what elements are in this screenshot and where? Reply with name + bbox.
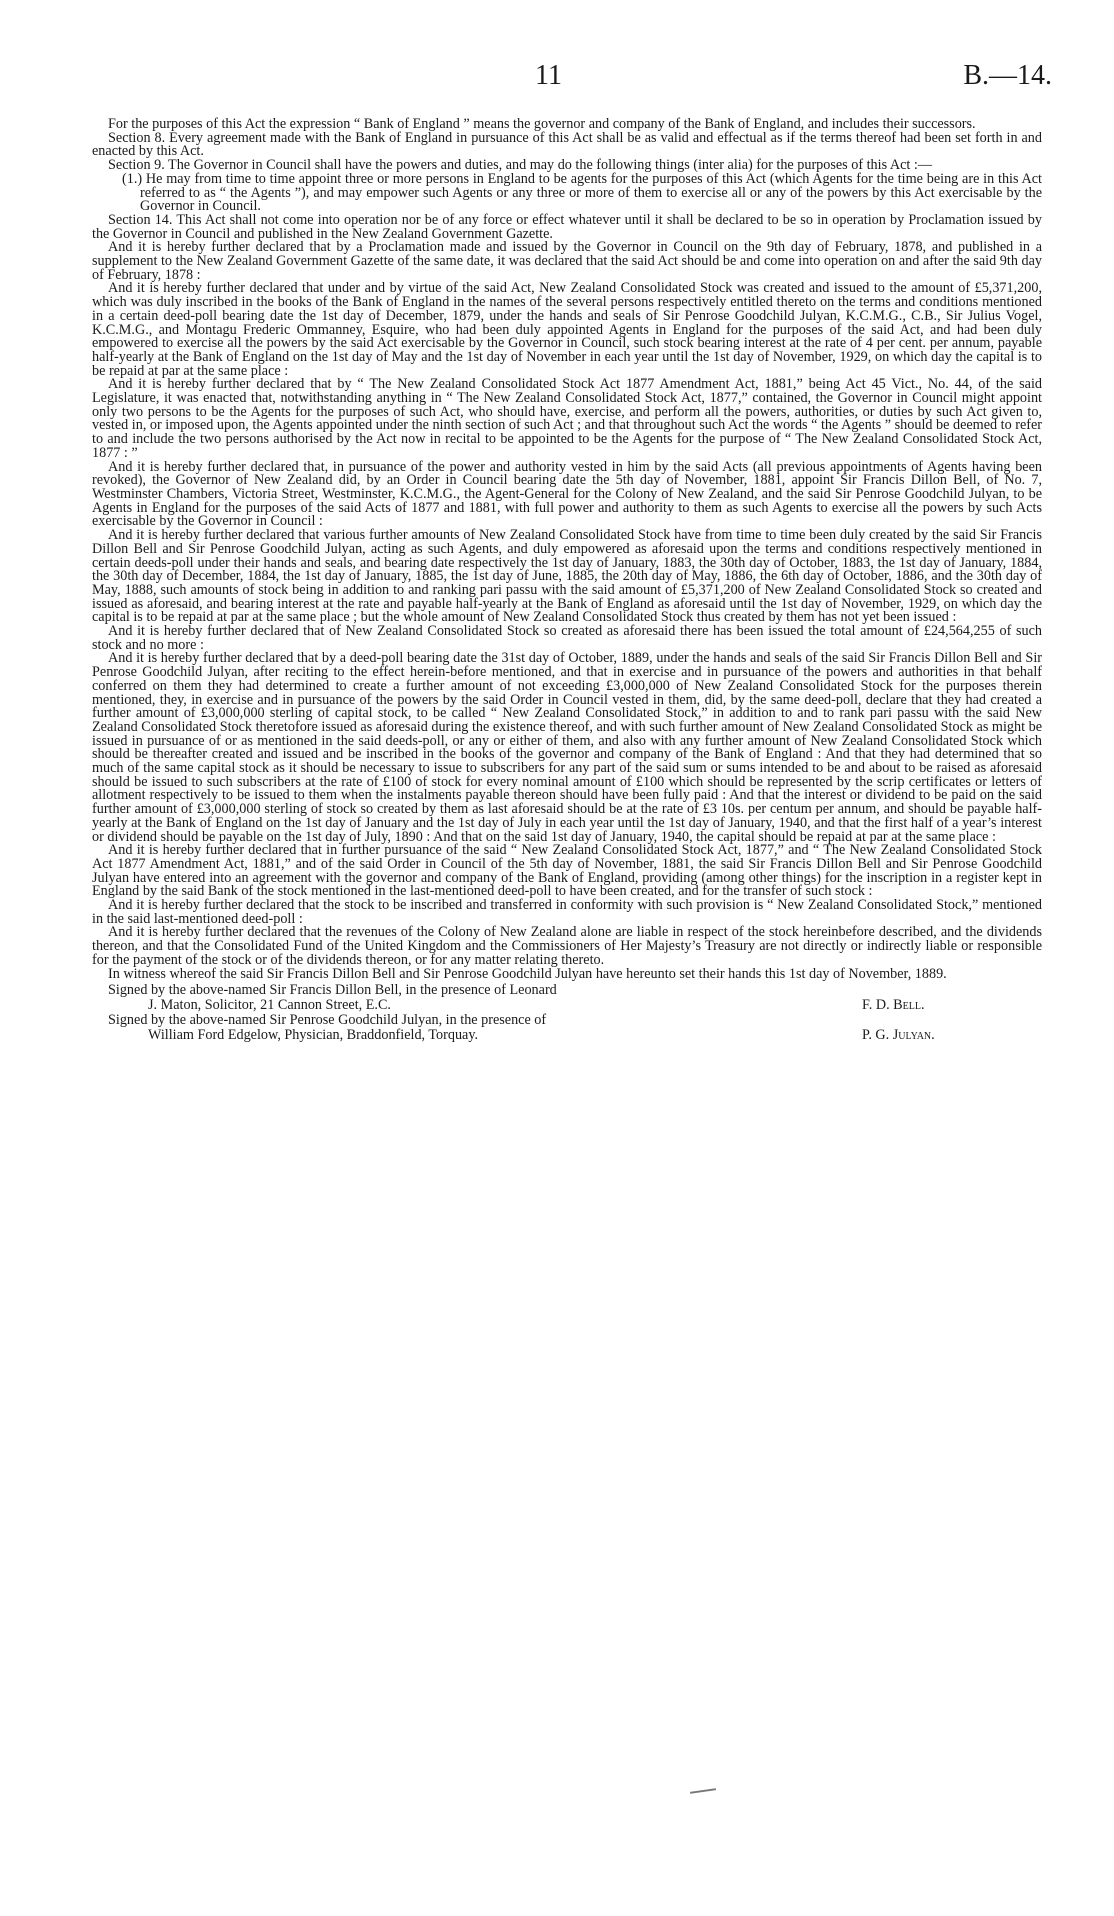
page-header <box>0 60 1114 100</box>
attestation-witness: William Ford Edgelow, Physician, Braddonfield, Torquay. <box>148 1027 479 1044</box>
paragraph-agreement: And it is hereby further declared that in further pursuance of the said “ New Zealand Consolidated Stock Act, 1877,” and “ The New Zealand Consolidated Stock Act 1877 Amendment Act, 1881,” and of the said Order in Council of the 5th day of November, 1881, the said Sir Francis Dillon Bell and Sir Penrose Goodchild Julyan have entered into an agreement with the governor and company of the Bank of England, providing (among other things) for the inscription in a register kept in England by the said Bank of the stock mentioned in the last-mentioned deed-poll to have been created, and for the transfer of such stock : <box>92 842 1042 900</box>
attestation-line: Signed by the above-named Sir Penrose Goodchild Julyan, in the presence of <box>108 1012 547 1029</box>
paragraph-agents-appointed: And it is hereby further declared that, in pursuance of the power and authority vested in him by the said Acts (all previous appointments of Agents having been revoked), the Governor of New Zealand did, by an Order in Council bearing date the 5th day of November, 1881, appoint Sir Francis Dillon Bell, of No. 7, Westminster Chambers, Victoria Street, Westminster, K.C.M.G., the Agent-General for the Colony of New Zealand, and the said Sir Penrose Goodchild Julyan, to be Agents in England for the purposes of the said Acts of 1877 and 1881, with full power and authority to them as such Agents to exercise all the powers by such Acts exercisable by the Governor in Council : <box>92 458 1042 530</box>
paragraph-section-8: Section 8. Every agreement made with the Bank of England in pursuance of this Act shall be as valid and effectual as if the terms thereof had been set forth in and enacted by this Act. <box>92 129 1042 160</box>
attestation-line: Signed by the above-named Sir Francis Dillon Bell, in the presence of Leonard <box>108 982 557 999</box>
attestation <box>92 1013 812 1043</box>
paragraph-further-amounts: And it is hereby further declared that various further amounts of New Zealand Consolidated Stock have from time to time been duly created by the said Sir Francis Dillon Bell and Sir Penrose Goodchild Julyan, acting as such Agents, and duly empowered as aforesaid upon the terms and conditions respectively mentioned in certain deeds-poll under their hands and seals, and bearing date respectively the 1st day of January, 1883, the 30th day of October, 1883, the 1st day of January, 1884, the 30th day of December, 1884, the 1st day of January, 1885, the 1st day of June, 1885, the 20th day of May, 1886, the 6th day of October, 1886, and the 30th day of May, 1888, such amounts of stock being in addition to and ranking pari passu with the said amount of £5,371,200 of New Zealand Consolidated Stock so created and issued as aforesaid, and bearing interest at the rate and payable half-yearly at the Bank of England as aforesaid until the 1st day of November, 1929, on which day the capital is to be repaid at par at the same place ; but the whole amount of New Zealand Consolidated Stock thus created by them has not yet been issued : <box>92 527 1042 626</box>
document-reference: B.—14. <box>963 60 1052 91</box>
paragraph-stock-created: And it is hereby further declared that under and by virtue of the said Act, New Zealand Consolidated Stock was created and issued to the amount of £5,371,200, which was duly inscribed in the books of the Bank of England in the names of the several persons respectively entitled thereto on the terms and conditions mentioned in a certain deed-poll bearing date the 1st day of December, 1879, under the hands and seals of Sir Penrose Goodchild Julyan, K.C.M.G., C.B., Sir Julius Vogel, K.C.M.G., and Montagu Frederic Ommanney, Esquire, who had been duly appointed Agents in England for the purposes of the said Act, and had been duly empowered to exercise all the powers by the said Act exercisable by the Governor in Council, such stock bearing interest at the rate of 4 per cent. per annum, payable half-yearly at the Bank of England on the 1st day of May and the 1st day of November in each year until the 1st day of November, 1929, on which day the capital is to be repaid at par at the same place : <box>92 280 1042 379</box>
paragraph-section-9-item-1: (1.) He may from time to time appoint three or more persons in England to be agents for the purposes of this Act (which Agents for the time being are in this Act referred to as “ the Agents ”), and may empower such Agents or any three or more of them to exercise all or any of the powers by this Act exercisable by the Governor in Council. <box>122 170 1042 215</box>
attestation <box>92 983 812 1013</box>
page-number: 11 <box>535 60 562 91</box>
signer-name: P. G. Julyan. <box>862 1027 935 1044</box>
paragraph-amendment-act: And it is hereby further declared that by “ The New Zealand Consolidated Stock Act 1877 Amendment Act, 1881,” being Act 45 Vict., No. 44, of the said Legislature, it was enacted that, notwithstanding anything in “ The New Zealand Consolidated Stock Act, 1877,” contained, the Governor in Council might appoint only two persons to be the Agents for the purposes of such Act, who should have, exercise, and perform all the powers, authorities, or duties by such Act given to, vested in, or imposed upon, the Agents appointed under the ninth section of such Act ; and that throughout such Act the words “ the Agents ” should be deemed to refer to and include the two persons authorised by the Act now in recital to be appointed to be the Agents for the purpose of “ The New Zealand Consolidated Stock Act, 1877 : ” <box>92 376 1042 461</box>
paragraph-section-14: Section 14. This Act shall not come into operation nor be of any force or effect whatever until it shall be declared to be so in operation by Proclamation issued by the Governor in Council and published in the New Zealand Government Gazette. <box>92 211 1042 242</box>
paragraph-section-9: Section 9. The Governor in Council shall have the powers and duties, and may do the following things (inter alia) for the purposes of this Act :— <box>108 157 933 174</box>
signer-name: F. D. Bell. <box>862 997 925 1014</box>
paragraph-total-issued: And it is hereby further declared that of New Zealand Consolidated Stock so created as aforesaid there has been issued the total amount of £24,564,255 of such stock and no more : <box>92 623 1042 653</box>
signature-block <box>92 983 1042 1043</box>
body-text <box>92 118 1042 1043</box>
signature-row <box>92 983 1042 1013</box>
paragraph-proclamation: And it is hereby further declared that by a Proclamation made and issued by the Governor in Council on the 9th day of February, 1878, and published in a supplement to the New Zealand Government Gazette of the same date, it was declared that the said Act should be and come into operation on and after the said 9th day of February, 1878 : <box>92 239 1042 283</box>
paragraph-witness: In witness whereof the said Sir Francis Dillon Bell and Sir Penrose Goodchild Julyan have hereunto set their hands this 1st day of November, 1889. <box>108 965 947 982</box>
paragraph-deed-poll: And it is hereby further declared that by a deed-poll bearing date the 31st day of October, 1889, under the hands and seals of the said Sir Francis Dillon Bell and Sir Penrose Goodchild Julyan, after reciting to the effect herein-before mentioned, and that in exercise and in pursuance of the powers and authorities in that behalf conferred on them they had determined to create a further amount of not exceeding £3,000,000 of New Zealand Consolidated Stock for the purposes therein mentioned, they, in exercise and in pursuance of the powers by the said Order in Council vested in them, did, by the same deed-poll, declare that they had created a further amount of £3,000,000 sterling of capital stock, to be called “ New Zealand Consolidated Stock,” in addition to and to rank pari passu with the said New Zealand Consolidated Stock theretofore issued as aforesaid during the existence thereof, and with such further amount of New Zealand Consolidated Stock as might be issued in pursuance of or as mentioned in the said deeds-poll, or any or either of them, and also with any further amount of New Zealand Consolidated Stock which should be thereafter created and issued and be inscribed in the books of the governor and company of the Bank of England : And that they had determined that so much of the same capital stock as it should be necessary to issue to subscribers for any part of the said sum or sums intended to be and about to be raised as aforesaid should be issued to such subscribers at the rate of £100 of stock for every nominal amount of £100 which should be represented by the scrip certificates or letters of allotment respectively to be issued to them when the instalments payable thereon should have been fully paid : And that the interest or dividend to be paid on the said further amount of £3,000,000 sterling of stock so created by them as last aforesaid should be at the rate of £3 10s. per centum per annum, and should be payable half-yearly at the Bank of England on the 1st day of January and the 1st day of July in each year until the 1st day of January, 1940, and that the first half of a year’s interest or dividend should be payable on the 1st day of July, 1890 : And that on the said 1st day of January, 1940, the capital should be repaid at par at the same place : <box>92 650 1042 845</box>
stray-mark <box>690 1788 716 1794</box>
attestation-witness: J. Maton, Solicitor, 21 Cannon Street, E.C. <box>148 997 391 1014</box>
paragraph-inscription: And it is hereby further declared that the stock to be inscribed and transferred in conformity with such provision is “ New Zealand Consolidated Stock,” mentioned in the said last-mentioned deed-poll : <box>92 897 1042 927</box>
paragraph-definition: For the purposes of this Act the expression “ Bank of England ” means the governor and company of the Bank of England, and includes their successors. <box>108 116 976 132</box>
signature-row <box>92 1013 1042 1043</box>
paragraph-liability: And it is hereby further declared that the revenues of the Colony of New Zealand alone are liable in respect of the stock hereinbefore described, and the dividends thereon, and that the Consolidated Fund of the United Kingdom and the Commissioners of Her Majesty’s Treasury are not directly or indirectly liable or responsible for the payment of the stock or of the dividends thereon, or for any matter relating thereto. <box>92 924 1042 968</box>
